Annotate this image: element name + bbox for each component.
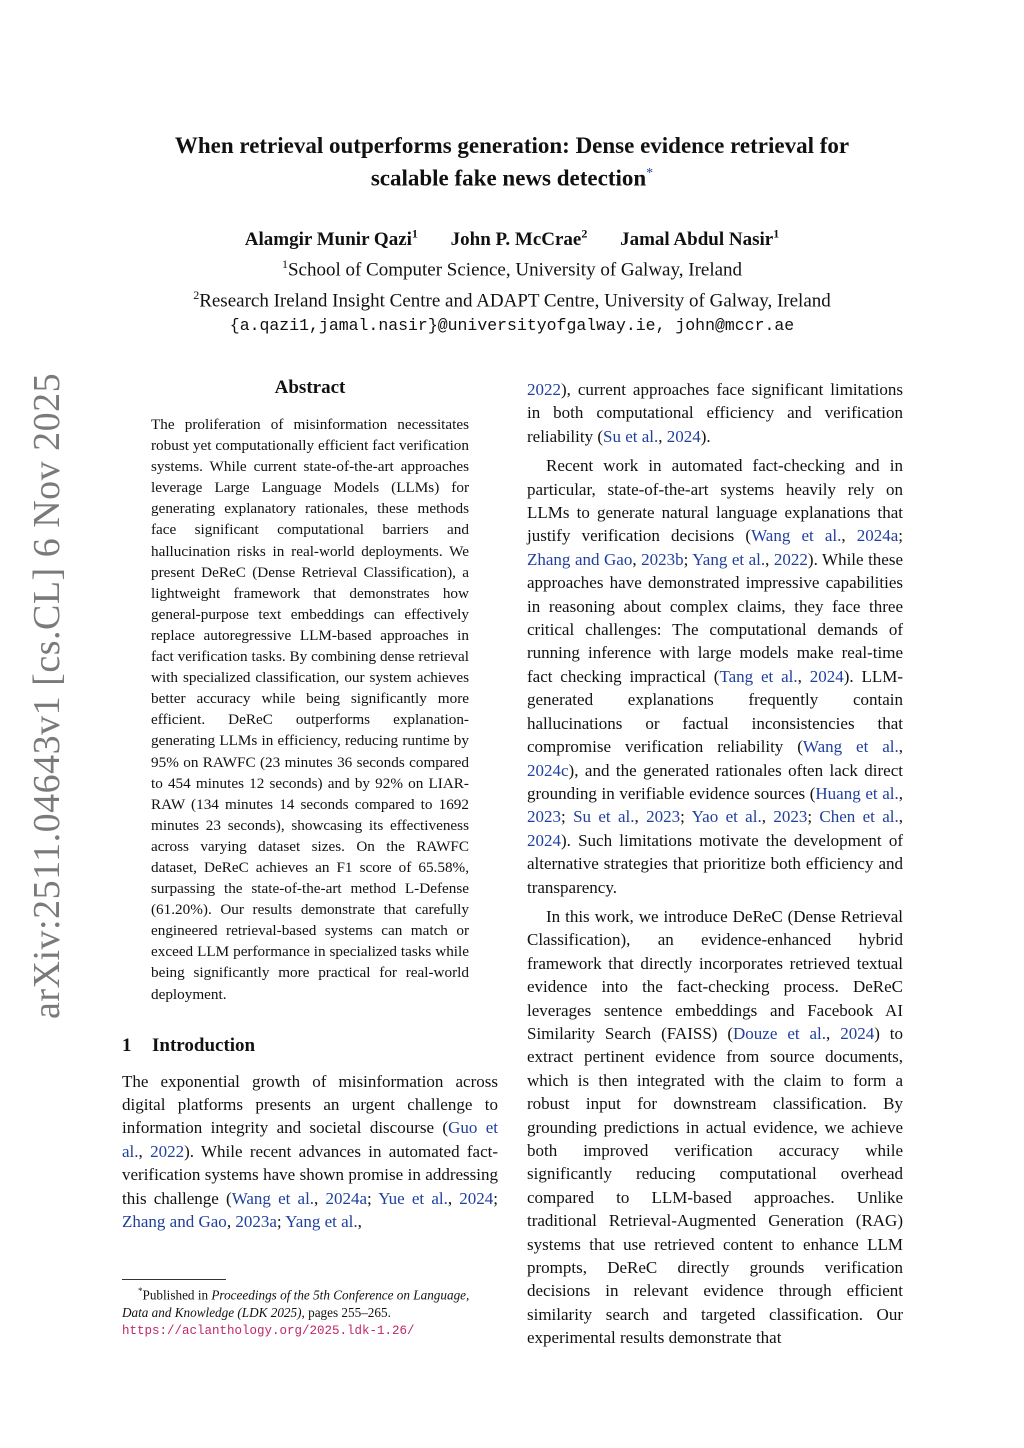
citation-link[interactable]: Wang et al. xyxy=(751,526,842,546)
citation-link[interactable]: 2024 xyxy=(666,426,701,446)
section-title: Introduction xyxy=(152,1034,256,1056)
author-3-name: Jamal Abdul Nasir xyxy=(620,229,774,251)
citation-link[interactable]: Chen et al. xyxy=(819,807,899,827)
text-span: , xyxy=(447,1188,460,1208)
text-span: ; xyxy=(807,807,820,827)
text-span: ) to extract pertinent evidence from source documents, which is then integrated with the claim to form a robust input for downstream classification. By grounding predictions in actual evidence, we achieve both improved verification accuracy while significantly reducing computational overhead compared to LLM-based approaches. Unlike traditional Retrieval-Augmented Generation (RAG) systems that use retrieved content to enhance LLM prompts, DeReC directly grounds verification decisions in relevant evidence through efficient similarity search and targeted classification. Our experimental results demonstrate that xyxy=(527,1023,904,1348)
text-span: ), current approaches face significant limitations in both computational efficiency and verification reliability ( xyxy=(527,380,903,446)
text-span: ). Such limitations motivate the development of alternative strategies that prioritize both efficiency and transparency. xyxy=(527,830,903,897)
author-1-affil: 1 xyxy=(411,227,418,241)
citation-link[interactable]: 2023 xyxy=(773,807,808,827)
title-footnote-mark[interactable]: * xyxy=(646,166,654,181)
citation-link[interactable]: Yang et al. xyxy=(692,549,766,569)
author-3-affil: 1 xyxy=(773,227,780,241)
text-span: , xyxy=(761,807,774,827)
citation-link[interactable]: 2023 xyxy=(527,807,561,827)
footnote-text-a: Published in xyxy=(142,1287,212,1303)
text-span: , xyxy=(898,737,903,757)
text-span: ; xyxy=(493,1188,498,1208)
citation-link[interactable]: 2024a xyxy=(325,1188,368,1208)
citation-link[interactable]: 2022 xyxy=(773,549,808,569)
abstract-text: The proliferation of misinformation necessitates robust yet computationally efficient fact verification systems. While current state-of-the-art approaches leverage Large Language Models (LLMs) for generating explanatory rationales, these methods face significant computational barriers and hallucination risks in real-world deployments. We present DeReC (Dense Retrieval Classification), a lightweight framework that demonstrates how general-purpose text embeddings can effectively replace autoregressive LLM-based approaches in fact verification tasks. By combining dense retrieval with specialized classification, our system achieves better accuracy while being significantly more efficient. DeReC outperforms explanation-generating LLMs in efficiency, reducing runtime by 95% on RAWFC (23 minutes 36 seconds compared to 454 minutes 12 seconds) and by 92% on LIAR-RAW (134 minutes 14 seconds compared to 1692 minutes 23 seconds), showcasing its effectiveness across varying dataset sizes. On the RAWFC dataset, DeReC achieves an F1 score of 65.58%, surpassing the state-of-the-art method L-Defense (61.20%). Our results demonstrate that carefully engineered retrieval-based systems can match or exceed LLM performance in specialized tasks while being significantly more practical for real-world deployment. xyxy=(151,416,469,1003)
citation-link[interactable]: Yue et al. xyxy=(378,1188,448,1208)
citation-link[interactable]: 2024a xyxy=(856,526,899,546)
text-span: , xyxy=(357,1212,362,1232)
author-2-name: John P. McCrae xyxy=(450,229,582,251)
author-block xyxy=(120,222,904,338)
citation-link[interactable]: 2022 xyxy=(527,380,561,399)
author-1 xyxy=(245,229,418,250)
footnote xyxy=(122,1283,498,1341)
citation-link[interactable]: Yang et al. xyxy=(285,1212,358,1232)
text-span: , xyxy=(226,1212,236,1232)
text-span: ; xyxy=(367,1188,379,1208)
text-span: ). LLM-generated explanations frequently contain hallucinations or factual inconsistencies that compromise verification reliability ( xyxy=(527,666,903,757)
text-span: ; xyxy=(561,807,574,827)
text-span: The exponential growth of misinformation across digital platforms presents an urgent challenge to information integrity and societal discourse ( xyxy=(122,1071,498,1138)
citation-link[interactable]: 2023b xyxy=(641,549,684,569)
title-line-2-text: scalable fake news detection xyxy=(370,165,647,191)
author-3 xyxy=(620,229,779,250)
text-span: , xyxy=(634,807,647,827)
text-span: , xyxy=(898,807,904,827)
affiliation-2-text: Research Ireland Insight Centre and ADAPT Centre, University of Galway, Ireland xyxy=(199,289,831,311)
citation-link[interactable]: Yao et al. xyxy=(691,807,762,827)
affiliation-1-text: School of Computer Science, University of Galway, Ireland xyxy=(287,259,743,281)
author-2 xyxy=(451,229,588,250)
citation-link[interactable]: Douze et al. xyxy=(733,1023,827,1043)
text-span: , xyxy=(314,1188,326,1208)
author-1-name: Alamgir Munir Qazi xyxy=(244,229,412,251)
citation-link[interactable]: Zhang and Gao xyxy=(122,1212,227,1232)
title-line-2 xyxy=(120,160,904,193)
text-span: ; xyxy=(680,807,692,827)
footnote-venue: Proceedings of the 5th Conference on Language, Data and Knowledge (LDK 2025) xyxy=(122,1287,470,1320)
text-span: ), and the generated rationales often lack direct grounding in verifiable evidence sources ( xyxy=(527,760,903,803)
abstract-heading: Abstract xyxy=(274,377,346,398)
footnote-mark: * xyxy=(138,1286,143,1296)
section-heading-introduction xyxy=(122,1035,498,1057)
citation-link[interactable]: 2024c xyxy=(527,760,569,780)
affiliation-1-mark: 1 xyxy=(281,257,288,272)
text-span: ). xyxy=(700,426,711,446)
footnote-url-link[interactable]: https://aclanthology.org/2025.ldk-1.26/ xyxy=(122,1324,415,1339)
text-span: Recent work in automated fact-checking and in particular, state-of-the-art systems heavily rely on LLMs to generate natural language explanations that justify verification decisions ( xyxy=(527,456,903,546)
intro-paragraph-3 xyxy=(527,905,903,1350)
citation-link[interactable]: Wang et al. xyxy=(802,737,899,757)
citation-link[interactable]: Guo et al. xyxy=(122,1118,498,1161)
footnote-rule xyxy=(122,1279,226,1280)
citation-link[interactable]: 2022 xyxy=(150,1141,185,1161)
affiliation-2 xyxy=(120,283,904,313)
arxiv-identifier: arXiv:2511.04643v1 [cs.CL] 6 Nov 2025 xyxy=(26,372,68,1019)
citation-link[interactable]: Su et al. xyxy=(573,807,635,827)
footnote-text-b: , pages 255–265. xyxy=(301,1304,391,1320)
paper-title xyxy=(120,132,904,193)
intro-paragraph-1-continued xyxy=(527,378,903,448)
citation-link[interactable]: Su et al. xyxy=(603,426,659,446)
citation-link[interactable]: 2024 xyxy=(809,666,844,686)
text-span: ). While these approaches have demonstrated impressive capabilities in reasoning about complex claims, they face three critical challenges: The computational demands of running inference with large models make real-time fact checking impractical ( xyxy=(527,549,903,686)
affiliation-1 xyxy=(120,252,904,282)
citation-link[interactable]: 2023a xyxy=(235,1212,277,1232)
text-span: , xyxy=(841,526,857,546)
citation-link[interactable]: Tang et al. xyxy=(719,666,798,686)
citation-link[interactable]: Zhang and Gao xyxy=(527,549,633,569)
text-span: , xyxy=(898,783,903,803)
text-span: ; xyxy=(683,549,693,569)
text-span: , xyxy=(138,1141,151,1161)
text-span: ). While recent advances in automated fact-verification systems have shown promise in addressing this challenge ( xyxy=(122,1141,499,1208)
text-span: ; xyxy=(276,1212,286,1232)
title-line-1: When retrieval outperforms generation: Dense evidence retrieval for xyxy=(174,133,850,158)
text-span: , xyxy=(826,1023,841,1043)
text-span: In this work, we introduce DeReC (Dense Retrieval Classification), an evidence-enhanced hybrid framework that directly incorporates retrieved textual evidence into the fact-checking process. DeReC leverages sentence embeddings and Facebook AI Similarity Search (FAISS) ( xyxy=(527,906,903,1043)
intro-paragraph-1 xyxy=(122,1070,498,1234)
left-column xyxy=(122,376,498,1233)
text-span: , xyxy=(765,549,774,569)
author-emails: {a.qazi1,jamal.nasir}@universityofgalway.ie, john@mccr.ae xyxy=(229,315,795,335)
right-column xyxy=(527,378,903,1350)
section-number: 1 xyxy=(122,1034,132,1056)
citation-link[interactable]: 2024 xyxy=(459,1188,494,1208)
text-span: ; xyxy=(898,526,904,546)
affiliation-2-mark: 2 xyxy=(193,287,200,302)
citation-link[interactable]: 2024 xyxy=(840,1023,875,1043)
text-span: , xyxy=(632,549,642,569)
citation-link[interactable]: 2024 xyxy=(527,830,561,850)
author-2-affil: 2 xyxy=(581,227,588,241)
citation-link[interactable]: Wang et al. xyxy=(231,1188,315,1208)
intro-paragraph-2 xyxy=(527,454,903,899)
text-span: , xyxy=(797,666,810,686)
citation-link[interactable]: 2023 xyxy=(646,807,681,827)
text-span: , xyxy=(658,426,667,446)
author-names xyxy=(120,222,904,252)
citation-link[interactable]: Huang et al. xyxy=(815,783,899,803)
